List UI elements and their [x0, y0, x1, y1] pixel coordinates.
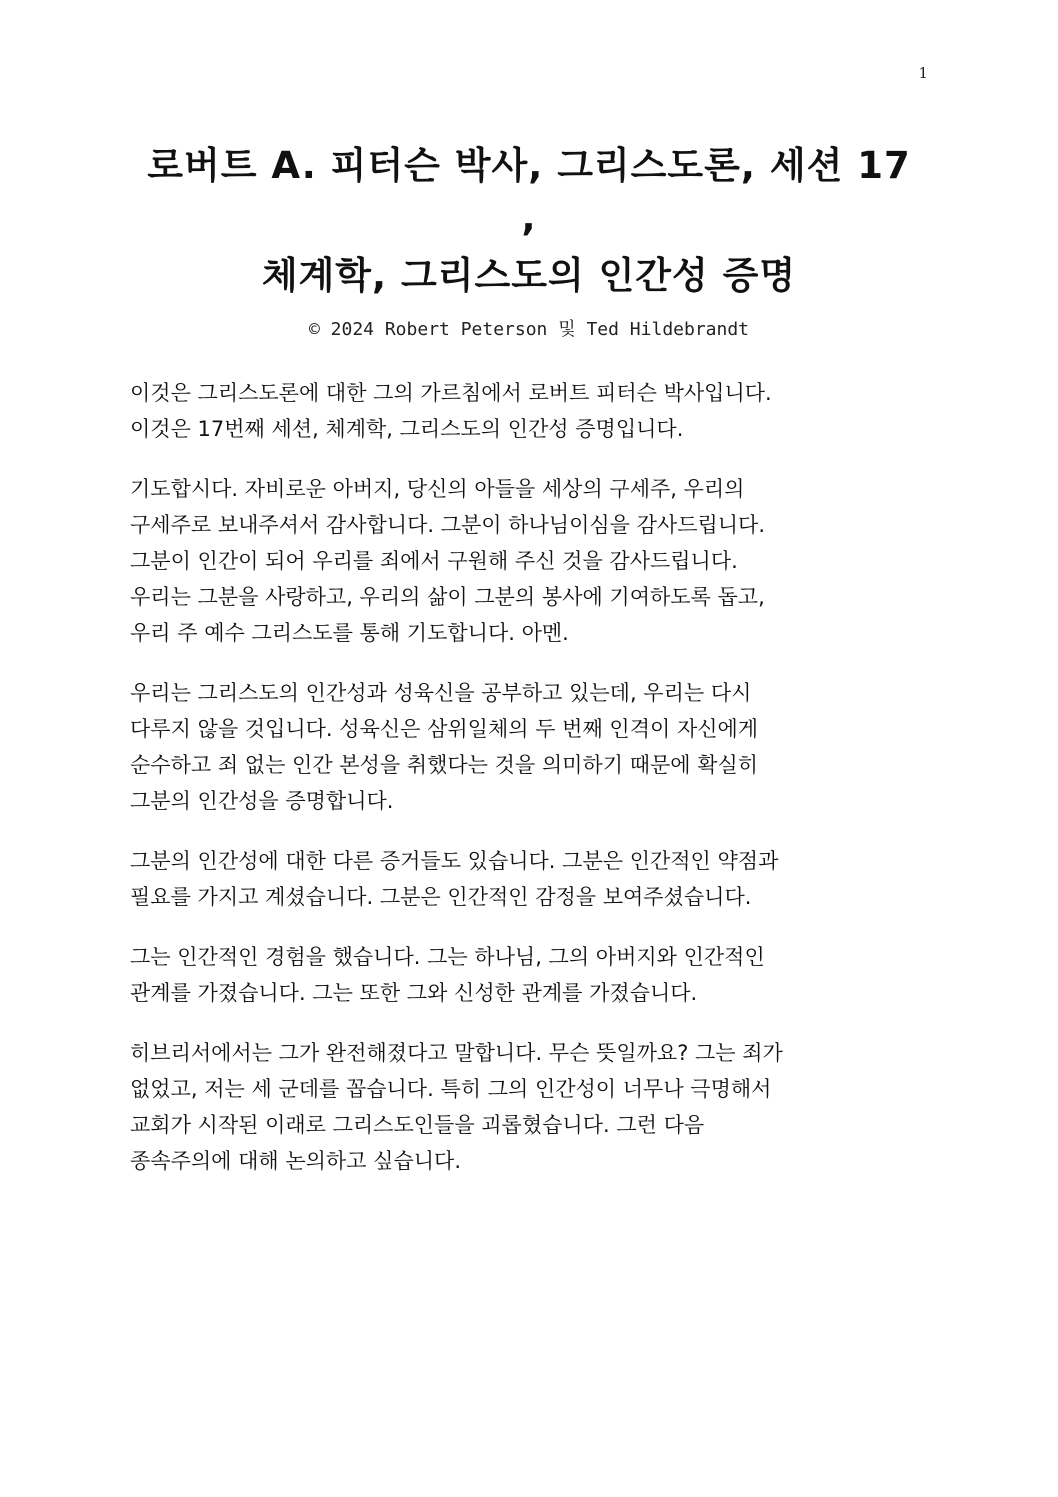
text-line: 구세주로 보내주셔서 감사합니다. 그분이 하나님이심을 감사드립니다. — [130, 513, 766, 537]
text-line: 관계를 가졌습니다. 그는 또한 그와 신성한 관계를 가졌습니다. — [130, 981, 698, 1005]
text-line: 우리는 그분을 사랑하고, 우리의 삶이 그분의 봉사에 기여하도록 돕고, — [130, 585, 765, 609]
text-line: 히브리서에서는 그가 완전해졌다고 말합니다. 무슨 뜻일까요? 그는 죄가 — [130, 1041, 783, 1065]
document-title-line-3: 체계학, 그리스도의 인간성 증명 — [261, 254, 797, 297]
text-line: 교회가 시작된 이래로 그리스도인들을 괴롭혔습니다. 그런 다음 — [130, 1113, 705, 1137]
text-line: 그분이 인간이 되어 우리를 죄에서 구원해 주신 것을 감사드립니다. — [130, 549, 738, 573]
text-line: 없었고, 저는 세 군데를 꼽습니다. 특히 그의 인간성이 너무나 극명해서 — [130, 1077, 772, 1101]
text-line: 이것은 그리스도론에 대한 그의 가르침에서 로버트 피터슨 박사입니다. — [130, 381, 772, 405]
paragraph-incarnation — [130, 675, 930, 819]
text-line: 필요를 가지고 계셨습니다. 그분은 인간적인 감정을 보여주셨습니다. — [130, 885, 752, 909]
body-text — [130, 375, 930, 1203]
text-line: 다루지 않을 것입니다. 성육신은 삼위일체의 두 번째 인격이 자신에게 — [130, 717, 759, 741]
text-line: 기도합시다. 자비로운 아버지, 당신의 아들을 세상의 구세주, 우리의 — [130, 477, 745, 501]
text-line: 종속주의에 대해 논의하고 싶습니다. — [130, 1149, 461, 1173]
text-line: 그분의 인간성을 증명합니다. — [130, 789, 394, 813]
text-line: 우리 주 예수 그리스도를 통해 기도합니다. 아멘. — [130, 621, 569, 645]
page-number: 1 — [918, 64, 928, 82]
text-line: 순수하고 죄 없는 인간 본성을 취했다는 것을 의미하기 때문에 확실히 — [130, 753, 759, 777]
text-line: 우리는 그리스도의 인간성과 성육신을 공부하고 있는데, 우리는 다시 — [130, 681, 752, 705]
document-title-line-1: 로버트 A. 피터슨 박사, 그리스도론, 세션 17 — [147, 144, 911, 187]
text-line: 그는 인간적인 경험을 했습니다. 그는 하나님, 그의 아버지와 인간적인 — [130, 945, 765, 969]
copyright-notice: © 2024 Robert Peterson 및 Ted Hildebrandt — [308, 319, 750, 340]
document-title-line-2: , — [521, 196, 537, 239]
paragraph-hebrews — [130, 1035, 930, 1179]
text-line: 이것은 17번째 세션, 체계학, 그리스도의 인간성 증명입니다. — [130, 417, 684, 441]
paragraph-experience — [130, 939, 930, 1011]
text-line: 그분의 인간성에 대한 다른 증거들도 있습니다. 그분은 인간적인 약점과 — [130, 849, 779, 873]
paragraph-prayer — [130, 471, 930, 651]
paragraph-evidence — [130, 843, 930, 915]
paragraph-intro — [130, 375, 930, 447]
